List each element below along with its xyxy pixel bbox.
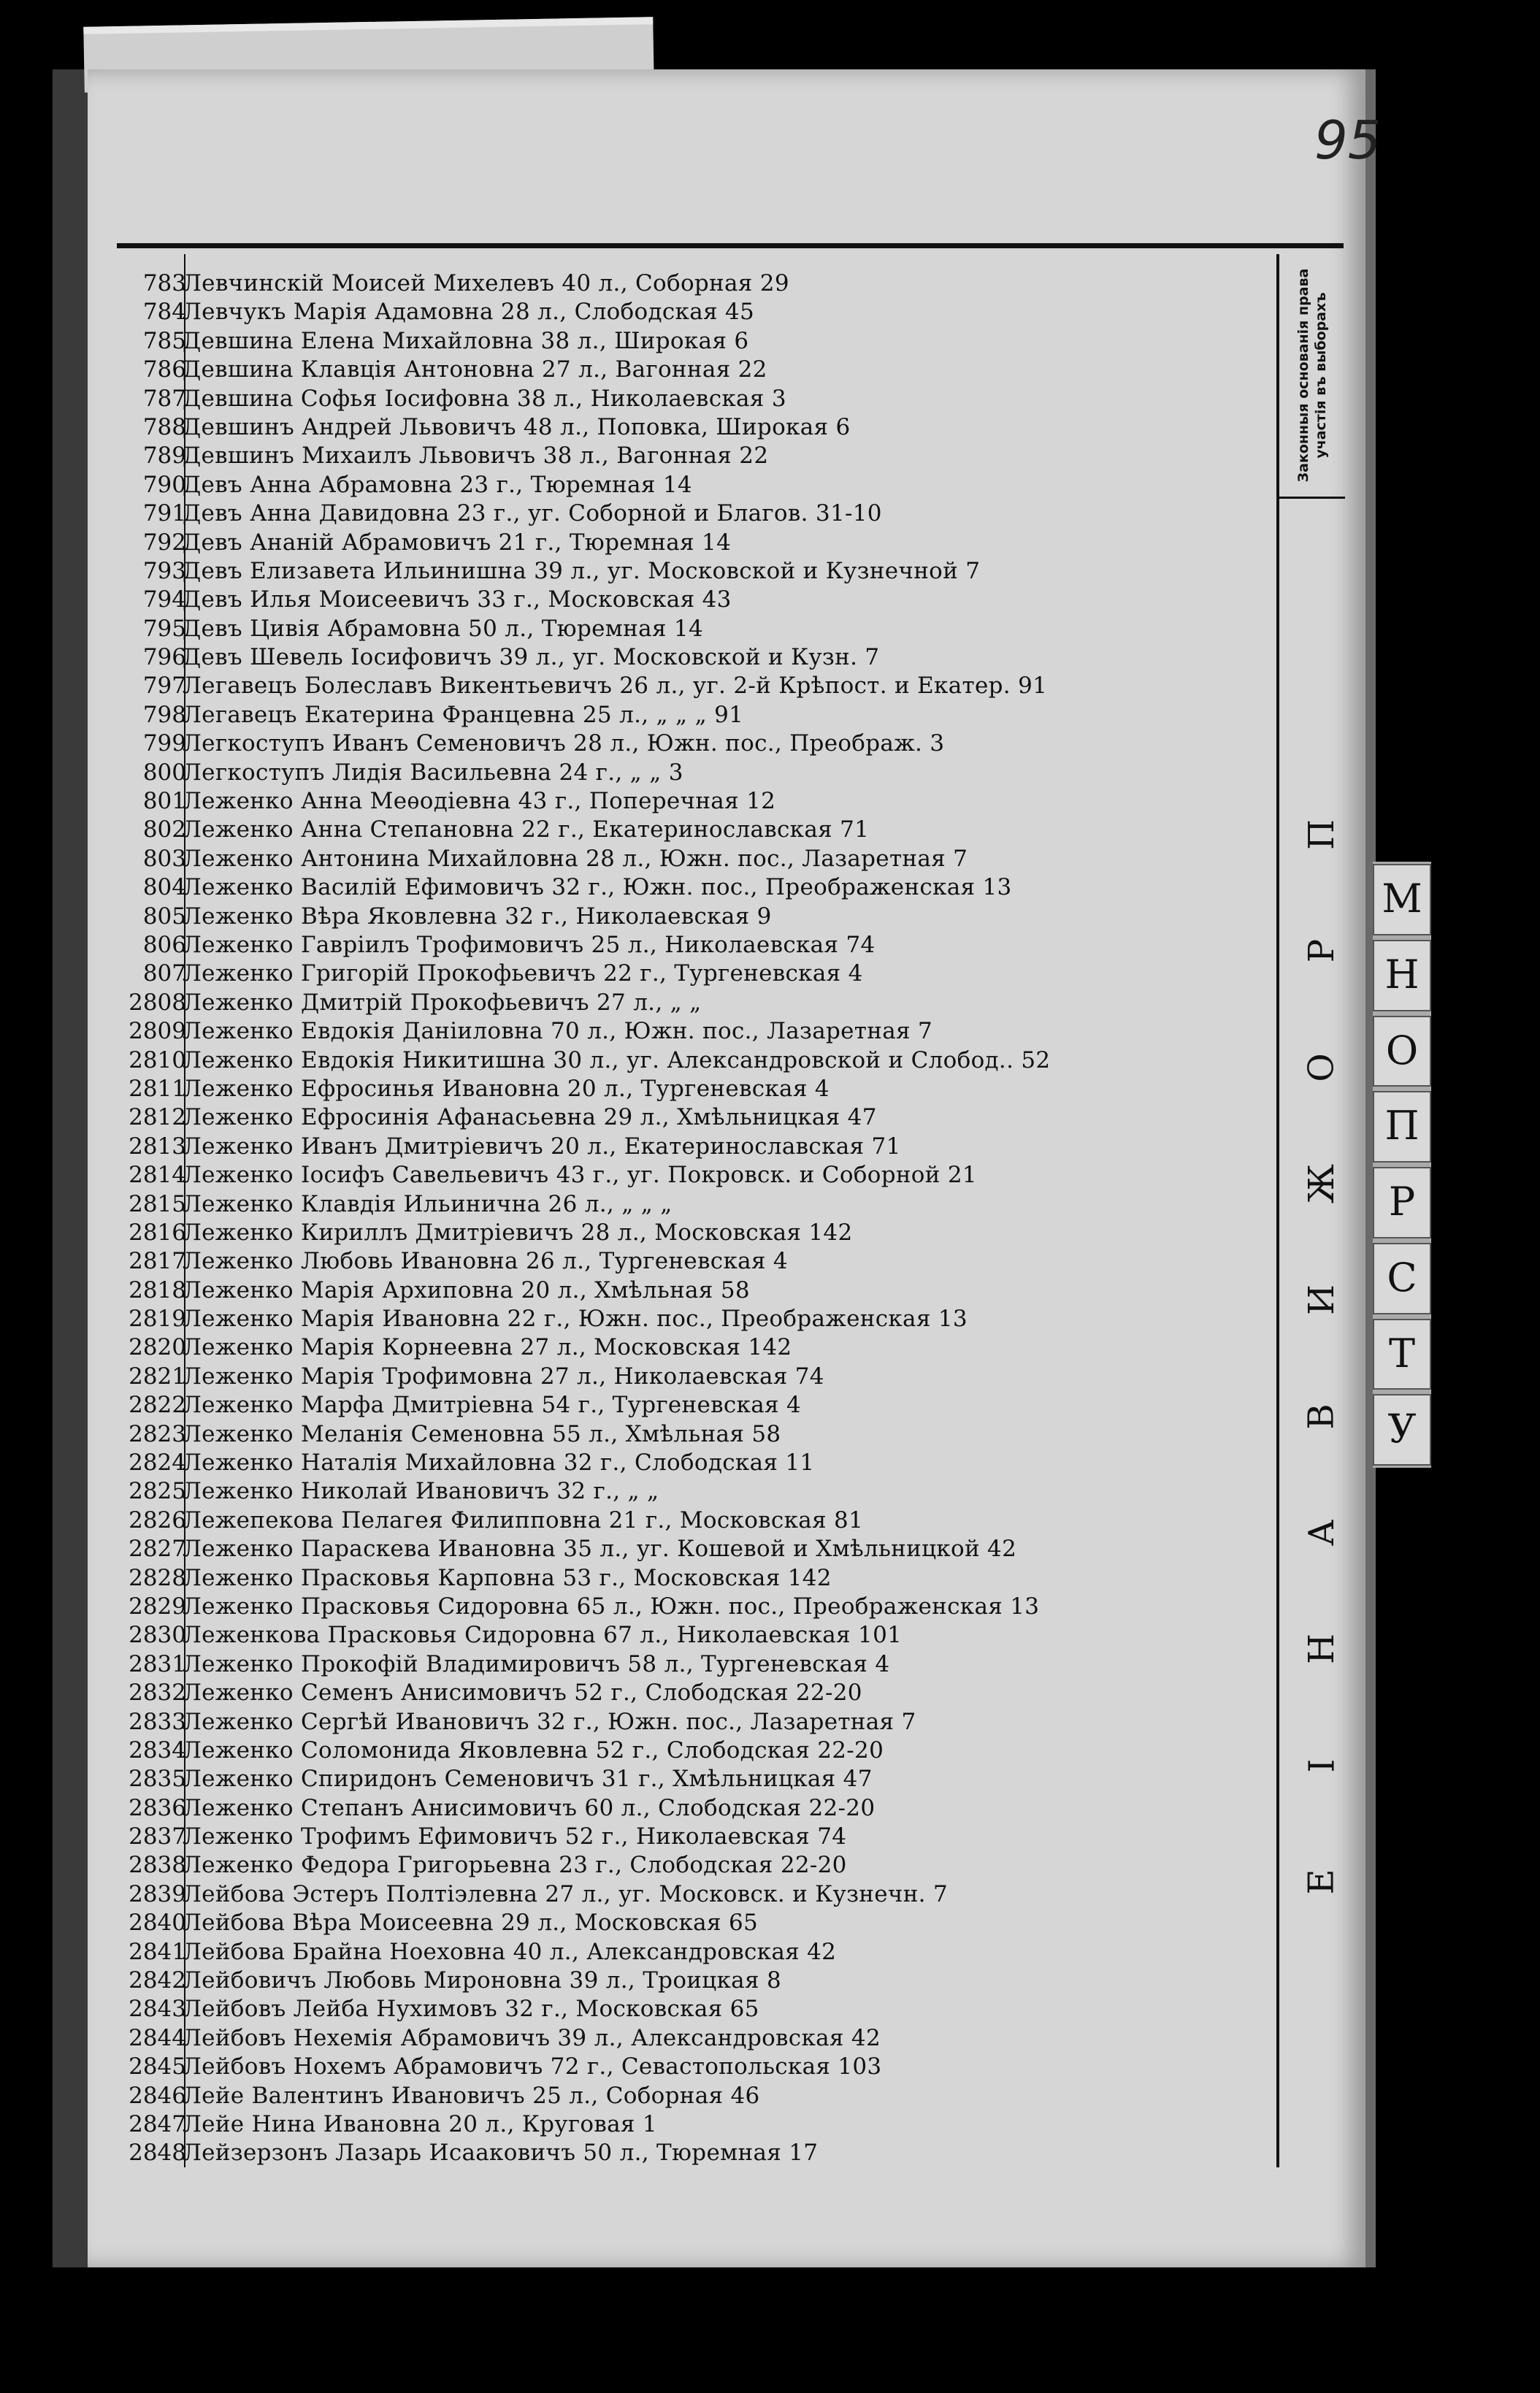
row-entry: Леженко Федора Григорьевна 23 г., Слободская 22-20 bbox=[183, 1852, 847, 1879]
table-row bbox=[110, 2083, 1285, 2111]
row-number: 2809 bbox=[129, 1018, 186, 1045]
top-rule bbox=[117, 243, 1344, 248]
row-number: 2811 bbox=[129, 1075, 186, 1102]
vertical-heading-letter: І bbox=[1301, 1758, 1342, 1773]
row-number: 783 bbox=[142, 270, 186, 296]
row-entry: Леженко Семенъ Анисимовичъ 52 г., Слободская 22-20 bbox=[183, 1680, 862, 1707]
row-entry: Леженко Прасковья Карповна 53 г., Московская 142 bbox=[183, 1564, 832, 1591]
table-row bbox=[110, 846, 1285, 874]
row-number: 804 bbox=[142, 874, 186, 901]
table-row bbox=[110, 874, 1285, 903]
row-number: 788 bbox=[142, 413, 186, 440]
row-number: 2846 bbox=[129, 2082, 186, 2109]
column-header-text: Законныя основанія права участія въ выборахъ bbox=[1295, 268, 1329, 483]
row-entry: Леженко Спиридонъ Семеновичъ 31 г., Хмѣльницкая 47 bbox=[183, 1766, 873, 1793]
row-number: 787 bbox=[142, 385, 186, 412]
row-number: 797 bbox=[142, 673, 186, 700]
row-number: 786 bbox=[142, 356, 186, 383]
row-number: 2810 bbox=[129, 1046, 186, 1073]
index-tab[interactable]: С bbox=[1373, 1243, 1431, 1314]
table-row bbox=[110, 1392, 1285, 1420]
row-number: 2845 bbox=[129, 2053, 186, 2080]
row-entry: Леженко Прасковья Сидоровна 65 л., Южн. пос., Преображенская 13 bbox=[183, 1593, 1040, 1620]
row-number: 2832 bbox=[129, 1680, 186, 1707]
table-row bbox=[110, 1766, 1285, 1794]
table-row bbox=[110, 386, 1285, 414]
table-row bbox=[110, 1220, 1285, 1248]
row-entry: Девъ Цивія Абрамовна 50 л., Тюремная 14 bbox=[183, 615, 703, 642]
row-entry: Леженко Кириллъ Дмитріевичъ 28 л., Московская 142 bbox=[183, 1219, 853, 1246]
row-number: 789 bbox=[142, 443, 186, 470]
row-entry: Лейе Валентинъ Ивановичъ 25 л., Соборная 46 bbox=[183, 2082, 760, 2109]
table-row bbox=[110, 1881, 1285, 1910]
table-row bbox=[110, 2025, 1285, 2053]
row-number: 2833 bbox=[129, 1708, 186, 1735]
row-number: 2837 bbox=[129, 1823, 186, 1850]
table-row bbox=[110, 1910, 1285, 1938]
row-entry: Девъ Шевель Іосифовичъ 39 л., уг. Московской и Кузн. 7 bbox=[183, 644, 880, 671]
table-row bbox=[110, 1363, 1285, 1392]
row-entry: Девъ Ананій Абрамовичъ 21 г., Тюремная 14 bbox=[183, 529, 732, 556]
table-row bbox=[110, 2111, 1285, 2140]
row-number: 2821 bbox=[129, 1363, 186, 1390]
row-number: 803 bbox=[142, 845, 186, 872]
row-entry: Лейбовичъ Любовь Мироновна 39 л., Троицкая 8 bbox=[183, 1967, 781, 1994]
table-row bbox=[110, 960, 1285, 989]
row-entry: Девъ Анна Абрамовна 23 г., Тюремная 14 bbox=[183, 471, 692, 498]
row-entry: Леженко Дмитрій Прокофьевичъ 27 л., „ „ bbox=[183, 989, 702, 1016]
row-entry: Девъ Илья Моисеевичъ 33 г., Московская 43 bbox=[183, 586, 732, 613]
vertical-heading-letter: О bbox=[1300, 1052, 1342, 1082]
table-row bbox=[110, 1795, 1285, 1823]
row-entry: Легкоступъ Иванъ Семеновичъ 28 л., Южн. пос., Преображ. 3 bbox=[183, 730, 945, 757]
row-entry: Лейбова Брайна Ноеховна 40 л., Александровская 42 bbox=[183, 1938, 837, 1965]
row-entry: Левчинскій Моисей Михелевъ 40 л., Соборная 29 bbox=[183, 270, 789, 296]
row-number: 785 bbox=[142, 327, 186, 354]
table-row bbox=[110, 1680, 1285, 1708]
vertical-heading-letter: И bbox=[1300, 1284, 1342, 1316]
table-row bbox=[110, 1450, 1285, 1478]
row-number: 800 bbox=[142, 759, 186, 786]
table-row bbox=[110, 989, 1285, 1018]
vertical-heading-letter: А bbox=[1300, 1519, 1342, 1547]
table-row bbox=[110, 1047, 1285, 1076]
row-number: 2825 bbox=[129, 1478, 186, 1505]
table-row bbox=[110, 1939, 1285, 1967]
row-number: 784 bbox=[142, 299, 186, 326]
row-number: 2820 bbox=[129, 1334, 186, 1361]
table-row bbox=[110, 1306, 1285, 1334]
row-number: 2816 bbox=[129, 1219, 186, 1246]
table-row bbox=[110, 1334, 1285, 1363]
table-row bbox=[110, 702, 1285, 730]
row-number: 2834 bbox=[129, 1737, 186, 1764]
table-row bbox=[110, 299, 1285, 327]
table-row bbox=[110, 328, 1285, 356]
row-entry: Леженко Степанъ Анисимовичъ 60 л., Слободская 22-20 bbox=[183, 1794, 876, 1821]
row-entry: Леженко Трофимъ Ефимовичъ 52 г., Николаевская 74 bbox=[183, 1823, 847, 1850]
row-entry: Легавецъ Болеславъ Викентьевичъ 26 л., уг. 2-й Крѣпост. и Екатер. 91 bbox=[183, 673, 1048, 700]
row-entry: Леженко Прокофій Владимировичъ 58 л., Тургеневская 4 bbox=[183, 1650, 890, 1677]
row-entry: Леженко Іосифъ Савельевичъ 43 г., уг. Покровск. и Соборной 21 bbox=[183, 1162, 977, 1189]
row-number: 2840 bbox=[129, 1910, 186, 1937]
row-entry: Леженко Вѣра Яковлевна 32 г., Николаевская 9 bbox=[183, 903, 772, 930]
row-entry: Леженко Меланія Семеновна 55 л., Хмѣльная 58 bbox=[183, 1420, 781, 1447]
row-entry: Леженко Гавріилъ Трофимовичъ 25 л., Николаевская 74 bbox=[183, 931, 876, 958]
row-number: 2827 bbox=[129, 1536, 186, 1563]
index-tab[interactable]: У bbox=[1373, 1394, 1431, 1466]
index-tab[interactable]: Т bbox=[1373, 1319, 1431, 1390]
table-row bbox=[110, 759, 1285, 788]
row-number: 2844 bbox=[129, 2024, 186, 2051]
row-number: 795 bbox=[142, 615, 186, 642]
row-entry: Леженко Евдокія Даніиловна 70 л., Южн. пос., Лазаретная 7 bbox=[183, 1018, 933, 1045]
row-entry: Девшинъ Андрей Львовичъ 48 л., Поповка, Широкая 6 bbox=[183, 413, 851, 440]
row-entry: Леженко Марія Корнеевна 27 л., Московская 142 bbox=[183, 1334, 792, 1361]
table-row bbox=[110, 1709, 1285, 1737]
row-number: 2815 bbox=[129, 1190, 186, 1217]
row-number: 2829 bbox=[129, 1593, 186, 1620]
row-entry: Лейбовъ Лейба Нухимовъ 32 г., Московская 65 bbox=[183, 1996, 759, 2023]
row-number: 2843 bbox=[129, 1996, 186, 2023]
row-entry: Леженко Любовь Ивановна 26 л., Тургеневская 4 bbox=[183, 1248, 788, 1275]
row-entry: Лежепекова Пелагея Филипповна 21 г., Московская 81 bbox=[183, 1506, 864, 1534]
row-entry: Лейбова Эстеръ Полтіэлевна 27 л., уг. Московск. и Кузнечн. 7 bbox=[183, 1880, 948, 1907]
row-number: 2842 bbox=[129, 1967, 186, 1994]
index-tab[interactable]: О bbox=[1373, 1016, 1431, 1087]
table-row bbox=[110, 1277, 1285, 1306]
table-row bbox=[110, 586, 1285, 615]
row-number: 2830 bbox=[129, 1622, 186, 1649]
row-number: 2817 bbox=[129, 1248, 186, 1275]
table-row bbox=[110, 270, 1285, 299]
table-row bbox=[110, 644, 1285, 673]
page-number: 95 bbox=[1314, 110, 1382, 171]
row-number: 799 bbox=[142, 730, 186, 757]
table-row bbox=[110, 903, 1285, 932]
row-entry: Леженко Клавдія Ильинична 26 л., „ „ „ bbox=[183, 1190, 673, 1217]
row-number: 791 bbox=[142, 500, 186, 527]
table-row bbox=[110, 1191, 1285, 1220]
table-row bbox=[110, 1852, 1285, 1880]
table-row bbox=[110, 1536, 1285, 1564]
row-number: 798 bbox=[142, 701, 186, 728]
row-number: 794 bbox=[142, 586, 186, 613]
row-entry: Леженко Наталія Михайловна 32 г., Слободская 11 bbox=[183, 1450, 815, 1477]
row-entry: Леженко Василій Ефимовичъ 32 г., Южн. пос., Преображенская 13 bbox=[183, 874, 1012, 901]
row-entry: Леженко Марія Архиповна 20 л., Хмѣльная 58 bbox=[183, 1276, 750, 1303]
table-row bbox=[110, 1593, 1285, 1622]
table-row bbox=[110, 500, 1285, 529]
table-row bbox=[110, 788, 1285, 816]
table-row bbox=[110, 1565, 1285, 1593]
row-number: 2848 bbox=[129, 2140, 186, 2167]
row-number: 807 bbox=[142, 960, 186, 987]
row-entry: Девъ Елизавета Ильинишна 39 л., уг. Московской и Кузнечной 7 bbox=[183, 557, 981, 584]
row-entry: Девшинъ Михаилъ Львовичъ 38 л., Вагонная 22 bbox=[183, 443, 769, 470]
table-row bbox=[110, 1162, 1285, 1190]
row-entry: Легкоступъ Лидія Васильевна 24 г., „ „ 3 bbox=[183, 759, 683, 786]
table-row bbox=[110, 1823, 1285, 1852]
row-number: 2812 bbox=[129, 1104, 186, 1131]
row-number: 2847 bbox=[129, 2111, 186, 2137]
column-header bbox=[1279, 256, 1345, 499]
row-entry: Леженко Марія Трофимовна 27 л., Николаевская 74 bbox=[183, 1363, 824, 1390]
table-row bbox=[110, 1421, 1285, 1450]
row-number: 2828 bbox=[129, 1564, 186, 1591]
row-entry: Леженко Ефросинья Ивановна 20 л., Тургеневская 4 bbox=[183, 1075, 830, 1102]
table-row bbox=[110, 443, 1285, 471]
table-row bbox=[110, 2140, 1285, 2168]
table-row bbox=[110, 730, 1285, 759]
table-row bbox=[110, 1248, 1285, 1276]
row-entry: Левчукъ Марія Адамовна 28 л., Слободская 45 bbox=[183, 299, 755, 326]
row-number: 806 bbox=[142, 931, 186, 958]
vertical-heading-letter: Е bbox=[1300, 1869, 1342, 1895]
row-entry: Леженко Николай Ивановичъ 32 г., „ „ bbox=[183, 1478, 659, 1505]
row-number: 802 bbox=[142, 816, 186, 843]
index-tab[interactable]: Р bbox=[1373, 1167, 1431, 1238]
table-row bbox=[110, 1076, 1285, 1104]
index-tab[interactable]: П bbox=[1373, 1091, 1431, 1163]
row-number: 2831 bbox=[129, 1650, 186, 1677]
row-entry: Леженко Соломонида Яковлевна 52 г., Слободская 22-20 bbox=[183, 1737, 884, 1764]
row-number: 2841 bbox=[129, 1938, 186, 1965]
row-entry: Леженко Марія Ивановна 22 г., Южн. пос., Преображенская 13 bbox=[183, 1306, 968, 1333]
row-number: 2824 bbox=[129, 1450, 186, 1477]
row-entry: Леженко Иванъ Дмитріевичъ 20 л., Екатеринославская 71 bbox=[183, 1133, 901, 1160]
row-number: 793 bbox=[142, 557, 186, 584]
vertical-heading-letter: Н bbox=[1300, 1634, 1342, 1665]
row-entry: Леженко Сергѣй Ивановичъ 32 г., Южн. пос., Лазаретная 7 bbox=[183, 1708, 916, 1735]
row-entry: Леженко Григорій Прокофьевичъ 22 г., Тургеневская 4 bbox=[183, 960, 863, 987]
row-entry: Леженко Ефросинія Афанасьевна 29 л., Хмѣльницкая 47 bbox=[183, 1104, 877, 1131]
row-number: 2838 bbox=[129, 1852, 186, 1879]
table-row bbox=[110, 529, 1285, 558]
row-number: 805 bbox=[142, 903, 186, 930]
vertical-heading-letter: В bbox=[1301, 1404, 1342, 1430]
table-row bbox=[110, 616, 1285, 644]
row-entry: Девшина Софья Іосифовна 38 л., Николаевская 3 bbox=[183, 385, 786, 412]
index-tab[interactable]: Н bbox=[1373, 940, 1431, 1011]
row-entry: Девъ Анна Давидовна 23 г., уг. Соборной и Благов. 31-10 bbox=[183, 500, 882, 527]
row-entry: Легавецъ Екатерина Францевна 25 л., „ „ „ 91 bbox=[183, 701, 744, 728]
row-number: 796 bbox=[142, 644, 186, 671]
row-number: 2836 bbox=[129, 1794, 186, 1821]
register-rows bbox=[110, 270, 1285, 2169]
row-entry: Леженко Анна Меѳодіевна 43 г., Поперечная 12 bbox=[183, 788, 776, 815]
table-row bbox=[110, 1104, 1285, 1133]
table-row bbox=[110, 816, 1285, 845]
row-entry: Лейе Нина Ивановна 20 л., Круговая 1 bbox=[183, 2111, 657, 2137]
vertical-heading-letter: П bbox=[1300, 819, 1342, 850]
row-number: 2808 bbox=[129, 989, 186, 1016]
vertical-heading bbox=[1300, 814, 1342, 1902]
row-entry: Лейзерзонъ Лазарь Исааковичъ 50 л., Тюремная 17 bbox=[183, 2140, 819, 2167]
row-number: 2819 bbox=[129, 1306, 186, 1333]
table-row bbox=[110, 356, 1285, 385]
row-number: 2839 bbox=[129, 1880, 186, 1907]
table-row bbox=[110, 1967, 1285, 1996]
table-row bbox=[110, 558, 1285, 586]
row-entry: Леженко Анна Степановна 22 г., Екатеринославская 71 bbox=[183, 816, 870, 843]
table-row bbox=[110, 932, 1285, 960]
row-number: 2823 bbox=[129, 1420, 186, 1447]
vertical-heading-letter: Р bbox=[1300, 939, 1342, 963]
row-number: 790 bbox=[142, 471, 186, 498]
table-row bbox=[110, 414, 1285, 443]
table-row bbox=[110, 1478, 1285, 1506]
row-number: 792 bbox=[142, 529, 186, 556]
row-number: 2813 bbox=[129, 1133, 186, 1160]
row-entry: Девшина Елена Михайловна 38 л., Широкая 6 bbox=[183, 327, 749, 354]
row-number: 2826 bbox=[129, 1506, 186, 1534]
table-row bbox=[110, 472, 1285, 500]
row-entry: Леженко Антонина Михайловна 28 л., Южн. пос., Лазаретная 7 bbox=[183, 845, 968, 872]
table-row bbox=[110, 2053, 1285, 2082]
table-row bbox=[110, 1737, 1285, 1766]
row-entry: Лейбовъ Нехемія Абрамовичъ 39 л., Александровская 42 bbox=[183, 2024, 881, 2051]
row-number: 2835 bbox=[129, 1766, 186, 1793]
table-row bbox=[110, 1018, 1285, 1046]
row-entry: Лейбовъ Нохемъ Абрамовичъ 72 г., Севастопольская 103 bbox=[183, 2053, 882, 2080]
row-entry: Леженко Марфа Дмитріевна 54 г., Тургеневская 4 bbox=[183, 1392, 802, 1419]
table-row bbox=[110, 1996, 1285, 2024]
row-entry: Лейбова Вѣра Моисеевна 29 л., Московская 65 bbox=[183, 1910, 759, 1937]
table-row bbox=[110, 1133, 1285, 1162]
row-number: 2818 bbox=[129, 1276, 186, 1303]
row-entry: Леженко Параскева Ивановна 35 л., уг. Кошевой и Хмѣльницкой 42 bbox=[183, 1536, 1017, 1563]
side-index-tabs[interactable] bbox=[1373, 862, 1431, 1468]
table-row bbox=[110, 1622, 1285, 1650]
row-number: 2822 bbox=[129, 1392, 186, 1419]
index-tab[interactable]: М bbox=[1373, 864, 1431, 935]
row-entry: Леженко Евдокія Никитишна 30 л., уг. Александровской и Слобод.. 52 bbox=[183, 1046, 1051, 1073]
row-entry: Девшина Клавція Антоновна 27 л., Вагонная 22 bbox=[183, 356, 767, 383]
row-number: 2814 bbox=[129, 1162, 186, 1189]
vertical-heading-letter: Ж bbox=[1301, 1164, 1342, 1203]
row-entry: Леженкова Прасковья Сидоровна 67 л., Николаевская 101 bbox=[183, 1622, 903, 1649]
table-row bbox=[110, 673, 1285, 701]
table-row bbox=[110, 1507, 1285, 1536]
row-number: 801 bbox=[142, 788, 186, 815]
table-row bbox=[110, 1651, 1285, 1680]
